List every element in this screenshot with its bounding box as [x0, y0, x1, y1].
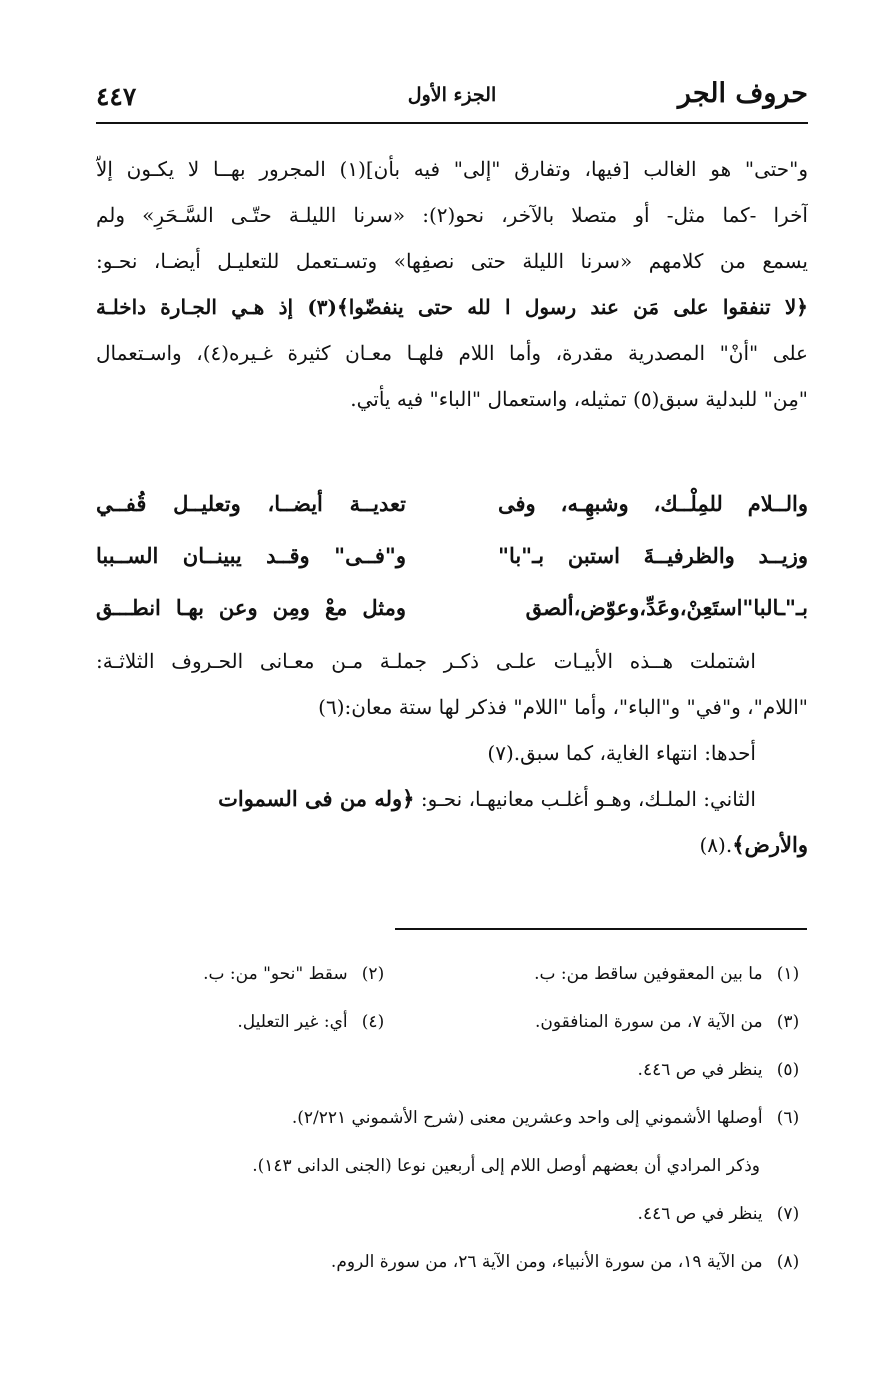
- footnote-row: [96, 998, 808, 1046]
- footnote-row: [96, 1238, 808, 1286]
- footnote-text: سقط "نحو" من: ب.: [203, 964, 348, 984]
- footnote-text: ما بين المعقوفين ساقط من: ب.: [534, 964, 763, 984]
- page-number: ٤٤٧: [96, 82, 137, 111]
- footnote-number: (٧): [776, 1204, 800, 1224]
- text-line: "اللام"، و"في" و"الباء"، وأما "اللام" فذكر لها ستة معان:(٦): [318, 695, 808, 719]
- footnote-rule: [395, 928, 807, 930]
- running-header: [96, 78, 808, 118]
- footnote-text: من الآية ٧، من سورة المنافقون.: [535, 1012, 763, 1032]
- poem-verses: [96, 478, 808, 634]
- chapter-title: حروف الجر: [677, 78, 808, 109]
- footnote-ref: .(٨): [699, 833, 733, 857]
- footnote-continuation: وذكر المرادي أن بعضهم أوصل اللام إلى أربعين نوعا (الجنى الدانى ١٤٣).: [252, 1156, 760, 1176]
- text-line: و"حتى" هو الغالب [فيها، وتفارق "إلى" فيه بأن](١) المجرور بهــا لا يكـون إلاّ: [96, 157, 808, 181]
- footnote-number: (٤): [361, 1012, 385, 1032]
- footnote-number: (٥): [776, 1060, 800, 1080]
- verse-first-hemistich: بـ"ـالبا"استَعِنْ،وعَدِّ،وعوّض،ألصق: [525, 595, 808, 620]
- footnote-text: أوصلها الأشموني إلى واحد وعشرين معنى (شرح الأشموني ٢/٢٢١).: [291, 1108, 763, 1128]
- verse: [96, 530, 808, 582]
- footnote: [534, 950, 808, 998]
- footnote: [203, 950, 393, 998]
- text-line: [96, 776, 808, 822]
- verse-second-hemistich: ومثل معْ ومِن وعن بهـا انطـــق: [96, 595, 406, 620]
- footnote-text: من الآية ١٩، من سورة الأنبياء، ومن الآية ٢٦، من سورة الروم.: [330, 1252, 763, 1272]
- footnote-number: (١): [776, 964, 800, 984]
- footnote-number: (٢): [361, 964, 385, 984]
- footnote: [535, 998, 808, 1046]
- verse-second-hemistich: تعديــة أيضــا، وتعليــل قُفــي: [96, 491, 406, 516]
- footnote-number: (٣): [776, 1012, 800, 1032]
- text-line: "مِن" للبدلية سبق(٥) تمثيله، واستعمال "الباء" فيه يأتي.: [350, 387, 808, 411]
- footnote: [237, 998, 393, 1046]
- footnote-row: [96, 1094, 808, 1142]
- text-line: [96, 822, 808, 868]
- text-line: اشتملت هــذه الأبيـات علـى ذكـر جملـة مـن معـانى الحـروف الثلاثـة:: [96, 649, 756, 673]
- footnotes: [96, 950, 808, 1286]
- main-text: [96, 146, 808, 422]
- verse-first-hemistich: والــلام للمِلْــك، وشبهِـه، وفى: [498, 491, 808, 516]
- text-line-quran: ﴿لا تنفقوا على مَن عند رسول ا لله حتى ينفضّوا﴾(٣) إذ هـي الجـارة داخلـة: [96, 295, 808, 319]
- commentary-text: [96, 638, 808, 868]
- text-line: يسمع من كلامهم «سرنا الليلة حتى نصفِها» وتسـتعمل للتعليـل أيضـا، نحـو:: [96, 249, 808, 273]
- verse-second-hemistich: و"فــى" وقــد يبينــان الســببا: [96, 543, 406, 568]
- verse: [96, 582, 808, 634]
- footnote-text: ينظر في ص ٤٤٦.: [637, 1060, 763, 1080]
- footnote-row: [96, 1046, 808, 1094]
- verse-first-hemistich: وزيــد والظرفيــةَ استبن بـ"با": [498, 543, 808, 568]
- footnote-text: ينظر في ص ٤٤٦.: [637, 1204, 763, 1224]
- header-rule: [96, 122, 808, 124]
- text-line: أحدها: انتهاء الغاية، كما سبق.(٧): [487, 741, 756, 765]
- footnote-row: [96, 1190, 808, 1238]
- footnote-number: (٨): [776, 1252, 800, 1272]
- footnote-text: أي: غير التعليل.: [237, 1012, 348, 1032]
- verse: [96, 478, 808, 530]
- quran-quote: والأرض﴾: [732, 832, 808, 857]
- footnote-number: (٦): [776, 1108, 800, 1128]
- text-line: آخرا -كما مثل- أو متصلا بالآخر، نحو(٢): «سرنا الليلـة حتّـى السَّـحَرِ» ولم: [96, 203, 808, 227]
- footnote-row: [96, 950, 808, 998]
- quran-quote: ﴿وله من فى السموات: [218, 786, 415, 811]
- text-span: الثاني: الملـك، وهـو أغلـب معانيهـا، نحـو:: [414, 787, 756, 811]
- text-line: على "أنْ" المصدرية مقدرة، وأما اللام فلهـا معـان كثيرة غـيره(٤)، واسـتعمال: [96, 341, 808, 365]
- volume-label: الجزء الأول: [407, 84, 497, 106]
